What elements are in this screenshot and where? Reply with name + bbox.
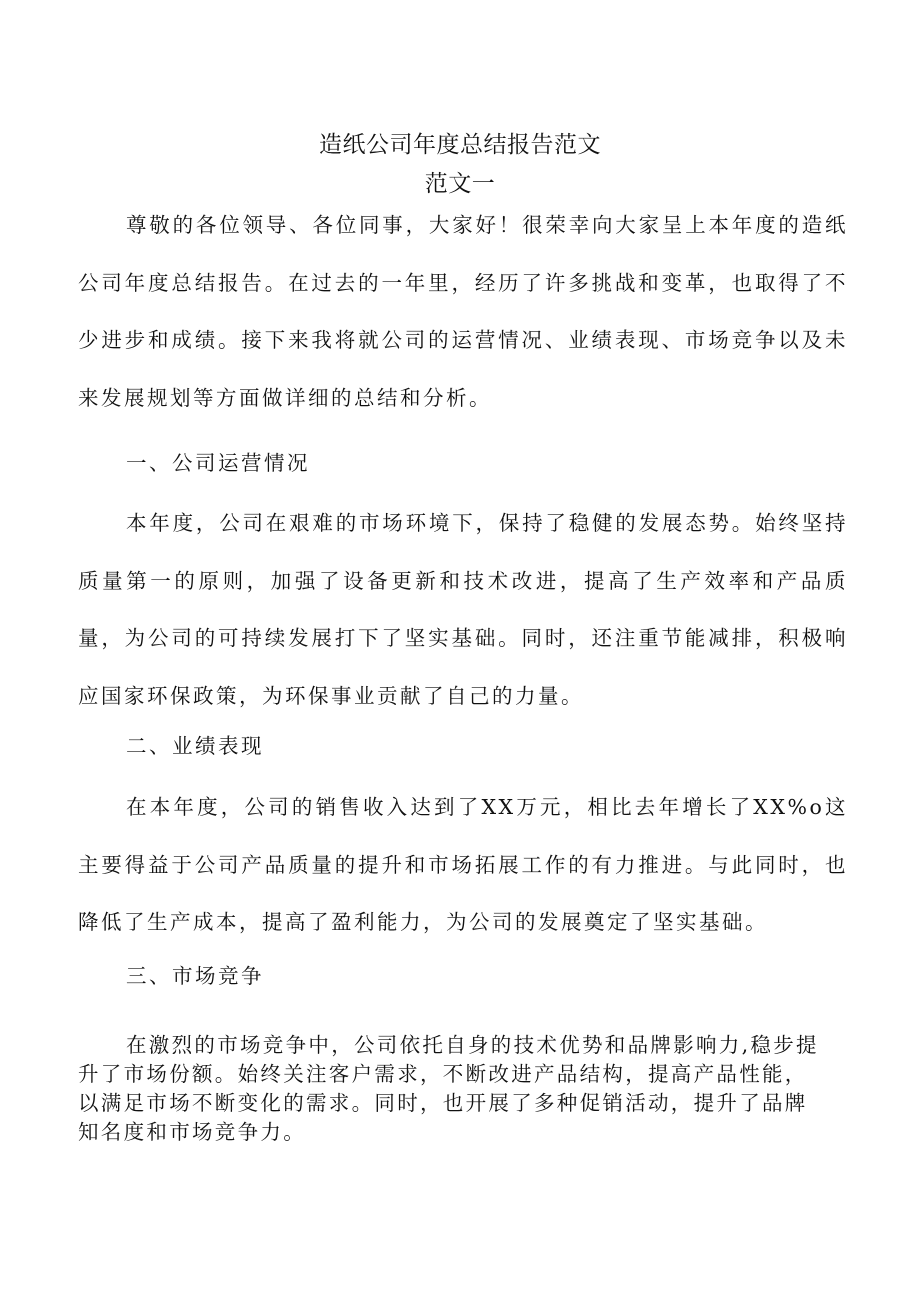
section-heading-performance: 二、业绩表现 <box>126 734 264 758</box>
competition-paragraph: 在激烈的市场竞争中，公司依托自身的技术优势和品牌影响力,稳步提升了市场份额。始终关注客户需求，不断改进产品结构，提高产品性能，以满足市场不断变化的需求。同时，也开展了多种促销活动，提升了品牌知名度和市场竞争力。 <box>78 1033 819 1144</box>
document-subtitle: 范文一 <box>424 171 496 197</box>
section-heading-operations: 一、公司运营情况 <box>126 451 310 475</box>
document-title: 造纸公司年度总结报告范文 <box>319 132 601 158</box>
section-heading-competition: 三、市场竞争 <box>126 964 264 988</box>
intro-paragraph: 尊敬的各位领导、各位同事，大家好！很荣幸向大家呈上本年度的造纸公司年度总结报告。在过去的一年里，经历了许多挑战和变革，也取得了不少进步和成绩。接下来我将就公司的运营情况、业绩表现、市场竞争以及未来发展规划等方面做详细的总结和分析。 <box>78 213 848 410</box>
operations-paragraph: 本年度，公司在艰难的市场环境下，保持了稳健的发展态势。始终坚持质量第一的原则，加强了设备更新和技术改进，提高了生产效率和产品质量，为公司的可持续发展打下了坚实基础。同时，还注重节能减排，积极响应国家环保政策，为环保事业贡献了自己的力量。 <box>78 511 848 708</box>
performance-paragraph: 在本年度，公司的销售收入达到了XX万元，相比去年增长了XX%o这主要得益于公司产品质量的提升和市场拓展工作的有力推进。与此同时，也降低了生产成本，提高了盈利能力，为公司的发展奠定了坚实基础。 <box>78 795 848 934</box>
